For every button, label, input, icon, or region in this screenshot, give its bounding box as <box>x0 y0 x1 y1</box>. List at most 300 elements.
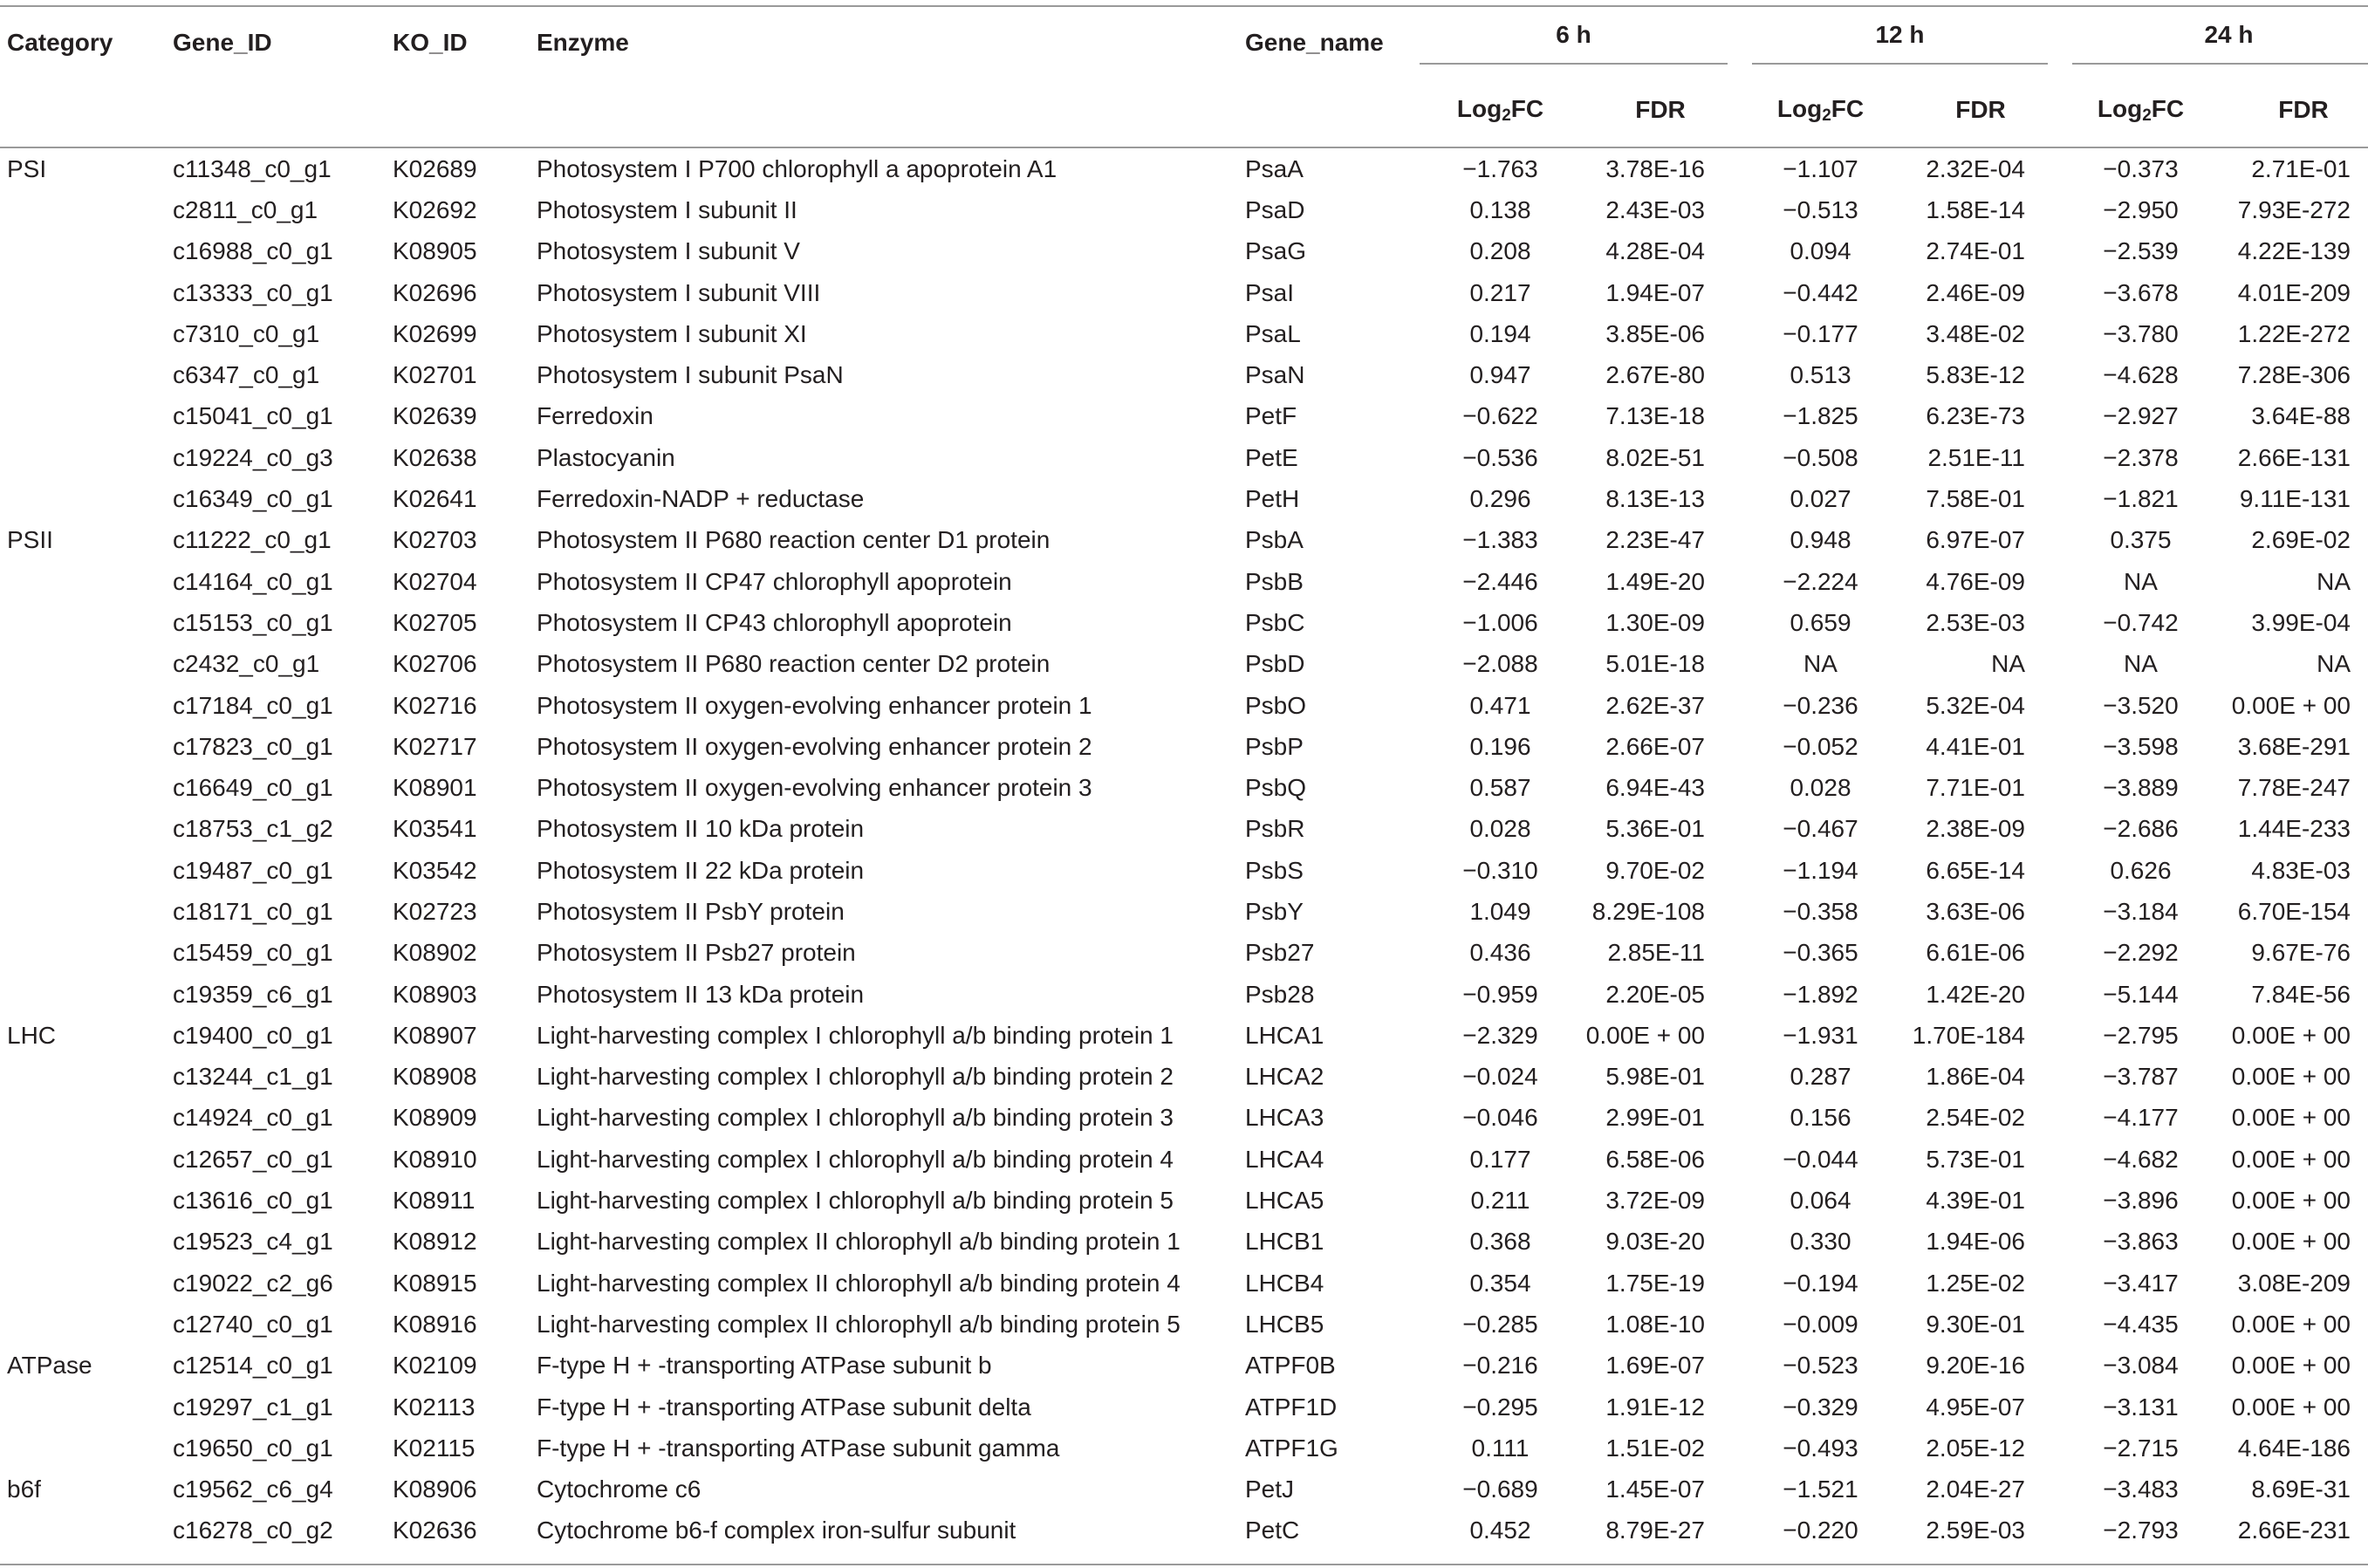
cell-log2fc-12h: NA <box>1803 650 1838 678</box>
cell-ko-id: K02706 <box>393 650 477 678</box>
cell-gene-id: c17823_c0_g1 <box>173 732 333 760</box>
cell-ko-id: K03542 <box>393 856 477 884</box>
header-category: Category <box>7 29 113 56</box>
cell-ko-id: K08910 <box>393 1145 477 1173</box>
cell-log2fc-24h: −3.863 <box>2103 1228 2179 1256</box>
cell-log2fc-24h: −5.144 <box>2103 980 2179 1008</box>
cell-gene-id: c19359_c6_g1 <box>173 980 333 1008</box>
cell-gene-name: PetF <box>1245 402 1297 430</box>
table-row <box>0 231 2368 272</box>
cell-gene-id: c16349_c0_g1 <box>173 485 333 513</box>
table-row <box>0 1510 2368 1557</box>
cell-log2fc-12h: −0.329 <box>1783 1393 1858 1421</box>
gene-expression-table-wrapper <box>0 5 2368 1565</box>
cell-enzyme: Light-harvesting complex II chlorophyll a/b binding protein 5 <box>537 1310 1181 1338</box>
cell-fdr-6h: 8.13E-13 <box>1605 485 1705 513</box>
cell-gene-name: LHCA3 <box>1245 1104 1324 1132</box>
cell-enzyme: Photosystem II CP47 chlorophyll apoprotein <box>537 567 1012 595</box>
cell-log2fc-24h: 0.375 <box>2110 526 2172 554</box>
cell-log2fc-12h: −0.523 <box>1783 1352 1858 1380</box>
cell-fdr-6h: 2.43E-03 <box>1605 195 1705 223</box>
cell-ko-id: K08905 <box>393 237 477 265</box>
cell-gene-name: PsbS <box>1245 856 1304 884</box>
cell-log2fc-12h: 0.330 <box>1790 1228 1851 1256</box>
cell-gene-id: c15153_c0_g1 <box>173 608 333 636</box>
cell-fdr-12h: 3.48E-02 <box>1926 319 2025 347</box>
cell-fdr-24h: 0.00E + 00 <box>2231 1063 2351 1091</box>
cell-category <box>0 1428 173 1469</box>
cell-enzyme: Photosystem II 13 kDa protein <box>537 980 865 1008</box>
cell-log2fc-6h: −2.088 <box>1462 650 1538 678</box>
cell-category <box>0 313 173 354</box>
cell-enzyme: Photosystem I subunit II <box>537 195 797 223</box>
cell-ko-id: K02641 <box>393 485 477 513</box>
cell-gene-id: c19224_c0_g3 <box>173 443 333 471</box>
cell-gene-id: c16278_c0_g2 <box>173 1517 333 1544</box>
cell-category <box>0 726 173 767</box>
cell-fdr-12h: 2.04E-27 <box>1926 1476 2025 1503</box>
cell-log2fc-12h: −2.224 <box>1783 567 1858 595</box>
cell-fdr-6h: 1.69E-07 <box>1605 1352 1705 1380</box>
cell-enzyme: Photosystem II oxygen-evolving enhancer protein 3 <box>537 774 1092 802</box>
cell-enzyme: Photosystem I subunit PsaN <box>537 361 844 389</box>
cell-ko-id: K08916 <box>393 1310 477 1338</box>
cell-gene-name: LHCA4 <box>1245 1145 1324 1173</box>
cell-enzyme: Photosystem I subunit VIII <box>537 278 821 306</box>
cell-log2fc-24h: −3.598 <box>2103 732 2179 760</box>
cell-fdr-6h: 3.85E-06 <box>1605 319 1705 347</box>
cell-gene-name: PsaG <box>1245 237 1307 265</box>
cell-ko-id: K02704 <box>393 567 477 595</box>
header-24h-group <box>2060 7 2368 73</box>
cell-ko-id: K02723 <box>393 897 477 925</box>
cell-ko-id: K08901 <box>393 774 477 802</box>
cell-category <box>0 1222 173 1263</box>
cell-log2fc-24h: −1.821 <box>2103 485 2179 513</box>
cell-ko-id: K02696 <box>393 278 477 306</box>
cell-fdr-12h: 2.32E-04 <box>1926 154 2025 182</box>
cell-gene-name: PsbQ <box>1245 774 1307 802</box>
cell-fdr-24h: 0.00E + 00 <box>2231 1187 2351 1215</box>
cell-fdr-6h: 9.70E-02 <box>1605 856 1705 884</box>
cell-log2fc-12h: −0.009 <box>1783 1310 1858 1338</box>
cell-fdr-12h: 2.59E-03 <box>1926 1517 2025 1544</box>
cell-log2fc-24h: −3.483 <box>2103 1476 2179 1503</box>
table-row <box>0 396 2368 437</box>
cell-log2fc-6h: 0.177 <box>1469 1145 1531 1173</box>
cell-fdr-6h: 3.72E-09 <box>1605 1187 1705 1215</box>
cell-enzyme: Photosystem II Psb27 protein <box>537 939 856 967</box>
cell-ko-id: K02705 <box>393 608 477 636</box>
cell-log2fc-12h: −0.358 <box>1783 897 1858 925</box>
cell-fdr-24h: 3.64E-88 <box>2251 402 2351 430</box>
cell-fdr-6h: 6.58E-06 <box>1605 1145 1705 1173</box>
table-row <box>0 437 2368 478</box>
cell-enzyme: Photosystem II 22 kDa protein <box>537 856 865 884</box>
cell-log2fc-24h: −3.520 <box>2103 691 2179 719</box>
cell-log2fc-24h: −3.184 <box>2103 897 2179 925</box>
cell-log2fc-12h: −1.107 <box>1783 154 1858 182</box>
table-row <box>0 726 2368 767</box>
cell-fdr-12h: 5.83E-12 <box>1926 361 2025 389</box>
cell-fdr-12h: 4.39E-01 <box>1926 1187 2025 1215</box>
cell-gene-name: PetH <box>1245 485 1300 513</box>
cell-enzyme: Light-harvesting complex I chlorophyll a/b binding protein 3 <box>537 1104 1174 1132</box>
cell-log2fc-24h: −3.787 <box>2103 1063 2179 1091</box>
cell-log2fc-24h: −4.628 <box>2103 361 2179 389</box>
cell-category <box>0 644 173 685</box>
cell-fdr-6h: 8.79E-27 <box>1605 1517 1705 1544</box>
cell-log2fc-6h: 0.436 <box>1469 939 1531 967</box>
cell-fdr-12h: 1.58E-14 <box>1926 195 2025 223</box>
cell-enzyme: Cytochrome c6 <box>537 1476 702 1503</box>
cell-log2fc-6h: 0.452 <box>1469 1517 1531 1544</box>
cell-fdr-24h: 4.83E-03 <box>2251 856 2351 884</box>
cell-gene-id: c2811_c0_g1 <box>173 195 318 223</box>
table-row <box>0 1304 2368 1345</box>
cell-fdr-24h: 0.00E + 00 <box>2231 1310 2351 1338</box>
cell-fdr-24h: NA <box>2317 567 2351 595</box>
cell-category: b6f <box>7 1476 41 1503</box>
cell-ko-id: K02689 <box>393 154 477 182</box>
cell-log2fc-24h: −2.539 <box>2103 237 2179 265</box>
cell-enzyme: Light-harvesting complex II chlorophyll a/b binding protein 4 <box>537 1269 1181 1297</box>
table-row <box>0 602 2368 643</box>
cell-ko-id: K02115 <box>393 1434 476 1462</box>
cell-log2fc-6h: 0.471 <box>1469 691 1531 719</box>
cell-fdr-12h: 4.41E-01 <box>1926 732 2025 760</box>
cell-log2fc-6h: 0.211 <box>1470 1187 1530 1215</box>
cell-fdr-24h: 0.00E + 00 <box>2231 1393 2351 1421</box>
cell-fdr-24h: 2.71E-01 <box>2251 154 2351 182</box>
cell-fdr-24h: NA <box>2317 650 2351 678</box>
cell-fdr-6h: 2.23E-47 <box>1605 526 1705 554</box>
cell-log2fc-24h: −2.378 <box>2103 443 2179 471</box>
cell-log2fc-24h: −3.780 <box>2103 319 2179 347</box>
cell-fdr-6h: 1.45E-07 <box>1605 1476 1705 1503</box>
cell-gene-name: LHCB1 <box>1245 1228 1324 1256</box>
cell-gene-id: c16988_c0_g1 <box>173 237 333 265</box>
cell-log2fc-12h: 0.948 <box>1790 526 1851 554</box>
table-row <box>0 933 2368 974</box>
cell-ko-id: K02699 <box>393 319 477 347</box>
cell-log2fc-12h: −0.442 <box>1783 278 1858 306</box>
cell-log2fc-12h: −0.044 <box>1783 1145 1858 1173</box>
cell-log2fc-24h: −2.950 <box>2103 195 2179 223</box>
cell-enzyme: Photosystem I subunit XI <box>537 319 807 347</box>
cell-gene-name: PsbB <box>1245 567 1304 595</box>
cell-fdr-24h: 0.00E + 00 <box>2231 1021 2351 1049</box>
cell-fdr-12h: 7.71E-01 <box>1926 774 2025 802</box>
cell-gene-name: PsaL <box>1245 319 1301 347</box>
cell-fdr-24h: 0.00E + 00 <box>2231 1228 2351 1256</box>
cell-enzyme: Photosystem I P700 chlorophyll a apoprotein A1 <box>537 154 1057 182</box>
cell-log2fc-6h: 0.368 <box>1469 1228 1531 1256</box>
header-log2fc-24h: Log$_2$FC <box>2060 73 2221 147</box>
cell-gene-name: LHCB5 <box>1245 1310 1324 1338</box>
cell-fdr-24h: 7.84E-56 <box>2251 980 2351 1008</box>
table-row <box>0 520 2368 561</box>
cell-category <box>0 1180 173 1221</box>
cell-log2fc-6h: 0.194 <box>1469 319 1531 347</box>
table-row <box>0 1098 2368 1139</box>
cell-fdr-12h: 9.20E-16 <box>1926 1352 2025 1380</box>
cell-gene-id: c19487_c0_g1 <box>173 856 333 884</box>
cell-gene-id: c14164_c0_g1 <box>173 567 333 595</box>
cell-ko-id: K02113 <box>393 1393 476 1421</box>
cell-gene-id: c16649_c0_g1 <box>173 774 333 802</box>
cell-fdr-24h: 7.78E-247 <box>2237 774 2351 802</box>
cell-gene-id: c6347_c0_g1 <box>173 361 320 389</box>
cell-fdr-6h: 1.30E-09 <box>1605 608 1705 636</box>
cell-fdr-24h: 2.69E-02 <box>2251 526 2351 554</box>
cell-fdr-6h: 2.20E-05 <box>1605 980 1705 1008</box>
cell-log2fc-6h: 0.947 <box>1469 361 1531 389</box>
cell-log2fc-12h: −0.220 <box>1783 1517 1858 1544</box>
cell-ko-id: K08915 <box>393 1269 477 1297</box>
cell-fdr-12h: 2.38E-09 <box>1926 815 2025 843</box>
cell-log2fc-6h: −1.763 <box>1462 154 1538 182</box>
cell-category: PSII <box>7 526 53 554</box>
cell-gene-id: c13244_c1_g1 <box>173 1063 333 1091</box>
cell-enzyme: Photosystem II CP43 chlorophyll apoprotein <box>537 608 1012 636</box>
cell-enzyme: Photosystem II PsbY protein <box>537 897 845 925</box>
cell-category <box>0 354 173 395</box>
cell-log2fc-6h: −0.310 <box>1462 856 1538 884</box>
header-gene-id: Gene_ID <box>173 29 272 56</box>
cell-ko-id: K03541 <box>393 815 477 843</box>
cell-log2fc-24h: −0.373 <box>2103 154 2179 182</box>
cell-log2fc-12h: 0.287 <box>1790 1063 1851 1091</box>
cell-fdr-24h: 1.22E-272 <box>2237 319 2351 347</box>
cell-log2fc-12h: 0.027 <box>1790 485 1851 513</box>
cell-fdr-24h: 4.64E-186 <box>2237 1434 2351 1462</box>
cell-ko-id: K08911 <box>393 1187 476 1215</box>
cell-fdr-6h: 3.78E-16 <box>1605 154 1705 182</box>
cell-fdr-12h: 6.61E-06 <box>1926 939 2025 967</box>
table-row <box>0 1263 2368 1304</box>
cell-category <box>0 437 173 478</box>
table-row <box>0 891 2368 932</box>
header-6h-group <box>1420 7 1740 73</box>
cell-enzyme: Photosystem I subunit V <box>537 237 800 265</box>
cell-ko-id: K08907 <box>393 1021 477 1049</box>
table-row <box>0 1057 2368 1098</box>
cell-log2fc-12h: −0.052 <box>1783 732 1858 760</box>
cell-enzyme: Light-harvesting complex I chlorophyll a/b binding protein 2 <box>537 1063 1174 1091</box>
cell-category: PSI <box>7 154 47 182</box>
cell-gene-id: c12657_c0_g1 <box>173 1145 333 1173</box>
cell-ko-id: K02109 <box>393 1352 477 1380</box>
header-ko-id: KO_ID <box>393 29 468 56</box>
cell-gene-name: PsaN <box>1245 361 1305 389</box>
cell-gene-id: c19022_c2_g6 <box>173 1269 333 1297</box>
cell-log2fc-12h: 0.028 <box>1790 774 1851 802</box>
table-row <box>0 1345 2368 1387</box>
cell-fdr-6h: 5.01E-18 <box>1605 650 1705 678</box>
cell-log2fc-12h: 0.156 <box>1790 1104 1851 1132</box>
cell-fdr-12h: 6.65E-14 <box>1926 856 2025 884</box>
cell-log2fc-24h: −2.686 <box>2103 815 2179 843</box>
cell-enzyme: Light-harvesting complex I chlorophyll a/b binding protein 1 <box>537 1021 1174 1049</box>
cell-log2fc-6h: 0.111 <box>1471 1434 1530 1462</box>
cell-fdr-6h: 1.94E-07 <box>1605 278 1705 306</box>
cell-fdr-24h: 7.93E-272 <box>2237 195 2351 223</box>
cell-fdr-24h: 9.67E-76 <box>2251 939 2351 967</box>
cell-fdr-24h: 1.44E-233 <box>2237 815 2351 843</box>
cell-enzyme: Photosystem II P680 reaction center D2 protein <box>537 650 1051 678</box>
cell-category <box>0 685 173 726</box>
table-row <box>0 1180 2368 1221</box>
header-gene-name: Gene_name <box>1245 29 1384 56</box>
cell-log2fc-24h: 0.626 <box>2110 856 2172 884</box>
cell-fdr-12h: 6.23E-73 <box>1926 402 2025 430</box>
table-row <box>0 1387 2368 1428</box>
cell-category <box>0 561 173 602</box>
cell-ko-id: K02638 <box>393 443 477 471</box>
header-6h: 6 h <box>1420 21 1728 65</box>
cell-log2fc-6h: 0.138 <box>1469 195 1531 223</box>
cell-fdr-12h: 2.53E-03 <box>1926 608 2025 636</box>
table-row <box>0 767 2368 808</box>
cell-gene-name: PsbP <box>1245 732 1304 760</box>
cell-log2fc-12h: 0.513 <box>1790 361 1851 389</box>
table-row <box>0 189 2368 230</box>
cell-ko-id: K08912 <box>393 1228 477 1256</box>
cell-log2fc-12h: −1.194 <box>1783 856 1858 884</box>
cell-log2fc-6h: 0.587 <box>1469 774 1531 802</box>
cell-fdr-12h: 2.05E-12 <box>1926 1434 2025 1462</box>
cell-log2fc-12h: 0.064 <box>1790 1187 1851 1215</box>
cell-fdr-6h: 8.02E-51 <box>1605 443 1705 471</box>
cell-fdr-12h: 6.97E-07 <box>1926 526 2025 554</box>
cell-fdr-24h: 7.28E-306 <box>2237 361 2351 389</box>
cell-fdr-6h: 7.13E-18 <box>1605 402 1705 430</box>
cell-fdr-12h: 2.46E-09 <box>1926 278 2025 306</box>
cell-log2fc-6h: −0.285 <box>1462 1310 1538 1338</box>
cell-enzyme: Photosystem II 10 kDa protein <box>537 815 865 843</box>
cell-ko-id: K02703 <box>393 526 477 554</box>
cell-fdr-6h: 9.03E-20 <box>1605 1228 1705 1256</box>
cell-category: LHC <box>7 1021 57 1049</box>
cell-gene-id: c11348_c0_g1 <box>173 154 332 182</box>
cell-log2fc-24h: −2.795 <box>2103 1021 2179 1049</box>
cell-log2fc-12h: 0.094 <box>1790 237 1851 265</box>
cell-category <box>0 891 173 932</box>
table-row <box>0 561 2368 602</box>
cell-log2fc-6h: −2.329 <box>1462 1021 1538 1049</box>
cell-category <box>0 933 173 974</box>
cell-gene-id: c11222_c0_g1 <box>173 526 332 554</box>
cell-log2fc-24h: −3.417 <box>2103 1269 2179 1297</box>
cell-category <box>0 189 173 230</box>
cell-fdr-24h: 3.68E-291 <box>2237 732 2351 760</box>
table-row <box>0 850 2368 891</box>
cell-fdr-24h: 9.11E-131 <box>2239 485 2351 513</box>
table-row <box>0 809 2368 850</box>
cell-gene-id: c19523_c4_g1 <box>173 1228 333 1256</box>
cell-log2fc-12h: −0.493 <box>1783 1434 1858 1462</box>
cell-category <box>0 767 173 808</box>
cell-fdr-6h: 1.51E-02 <box>1605 1434 1705 1462</box>
gene-expression-table <box>0 7 2368 1557</box>
cell-category <box>0 1304 173 1345</box>
cell-log2fc-24h: −4.177 <box>2103 1104 2179 1132</box>
cell-fdr-12h: 1.70E-184 <box>1912 1021 2025 1049</box>
cell-ko-id: K02701 <box>393 361 477 389</box>
cell-fdr-24h: 4.22E-139 <box>2237 237 2351 265</box>
cell-fdr-12h: 5.73E-01 <box>1926 1145 2025 1173</box>
cell-enzyme: Plastocyanin <box>537 443 675 471</box>
cell-log2fc-6h: 0.354 <box>1469 1269 1531 1297</box>
cell-gene-id: c19562_c6_g4 <box>173 1476 333 1503</box>
cell-log2fc-6h: −0.024 <box>1462 1063 1538 1091</box>
cell-category: ATPase <box>7 1352 92 1380</box>
header-12h-group <box>1740 7 2060 73</box>
table-row <box>0 272 2368 313</box>
table-row <box>0 1469 2368 1510</box>
cell-log2fc-12h: −0.467 <box>1783 815 1858 843</box>
cell-fdr-6h: 4.28E-04 <box>1605 237 1705 265</box>
cell-fdr-6h: 2.99E-01 <box>1605 1104 1705 1132</box>
cell-log2fc-12h: −0.365 <box>1783 939 1858 967</box>
cell-category <box>0 602 173 643</box>
cell-fdr-6h: 1.49E-20 <box>1605 567 1705 595</box>
table-row <box>0 685 2368 726</box>
cell-ko-id: K02717 <box>393 732 477 760</box>
cell-log2fc-12h: −0.194 <box>1783 1269 1858 1297</box>
cell-ko-id: K08902 <box>393 939 477 967</box>
cell-fdr-12h: 1.42E-20 <box>1926 980 2025 1008</box>
cell-gene-name: PsbD <box>1245 650 1305 678</box>
cell-fdr-24h: 0.00E + 00 <box>2231 1104 2351 1132</box>
cell-gene-name: PsbY <box>1245 897 1304 925</box>
cell-log2fc-12h: −0.513 <box>1783 195 1858 223</box>
cell-category <box>0 478 173 519</box>
cell-log2fc-24h: −2.927 <box>2103 402 2179 430</box>
cell-gene-name: ATPF1D <box>1245 1393 1338 1421</box>
header-log2fc-6h: Log$_2$FC <box>1420 73 1581 147</box>
cell-log2fc-24h: −3.678 <box>2103 278 2179 306</box>
header-enzyme: Enzyme <box>537 29 629 56</box>
cell-ko-id: K02716 <box>393 691 477 719</box>
cell-ko-id: K08906 <box>393 1476 477 1503</box>
cell-gene-id: c7310_c0_g1 <box>173 319 320 347</box>
cell-log2fc-6h: −0.295 <box>1462 1393 1538 1421</box>
table-row <box>0 1222 2368 1263</box>
cell-gene-name: PsaD <box>1245 195 1305 223</box>
cell-log2fc-24h: NA <box>2124 567 2158 595</box>
cell-log2fc-24h: −3.889 <box>2103 774 2179 802</box>
cell-log2fc-6h: −2.446 <box>1462 567 1538 595</box>
table-row <box>0 147 2368 189</box>
cell-log2fc-24h: NA <box>2124 650 2158 678</box>
cell-log2fc-6h: 0.208 <box>1469 237 1531 265</box>
cell-enzyme: Photosystem II P680 reaction center D1 protein <box>537 526 1051 554</box>
cell-category <box>0 974 173 1015</box>
cell-log2fc-24h: −4.682 <box>2103 1145 2179 1173</box>
cell-log2fc-24h: −2.715 <box>2103 1434 2179 1462</box>
cell-fdr-6h: 1.08E-10 <box>1605 1310 1705 1338</box>
cell-fdr-24h: 3.08E-209 <box>2237 1269 2351 1297</box>
cell-enzyme: Ferredoxin-NADP + reductase <box>537 485 865 513</box>
cell-log2fc-6h: −0.046 <box>1462 1104 1538 1132</box>
cell-fdr-12h: 2.54E-02 <box>1926 1104 2025 1132</box>
header-fdr-12h: FDR <box>1901 73 2060 147</box>
table-body <box>0 147 2368 1557</box>
cell-log2fc-6h: −1.383 <box>1462 526 1538 554</box>
cell-enzyme: Light-harvesting complex I chlorophyll a/b binding protein 5 <box>537 1187 1174 1215</box>
